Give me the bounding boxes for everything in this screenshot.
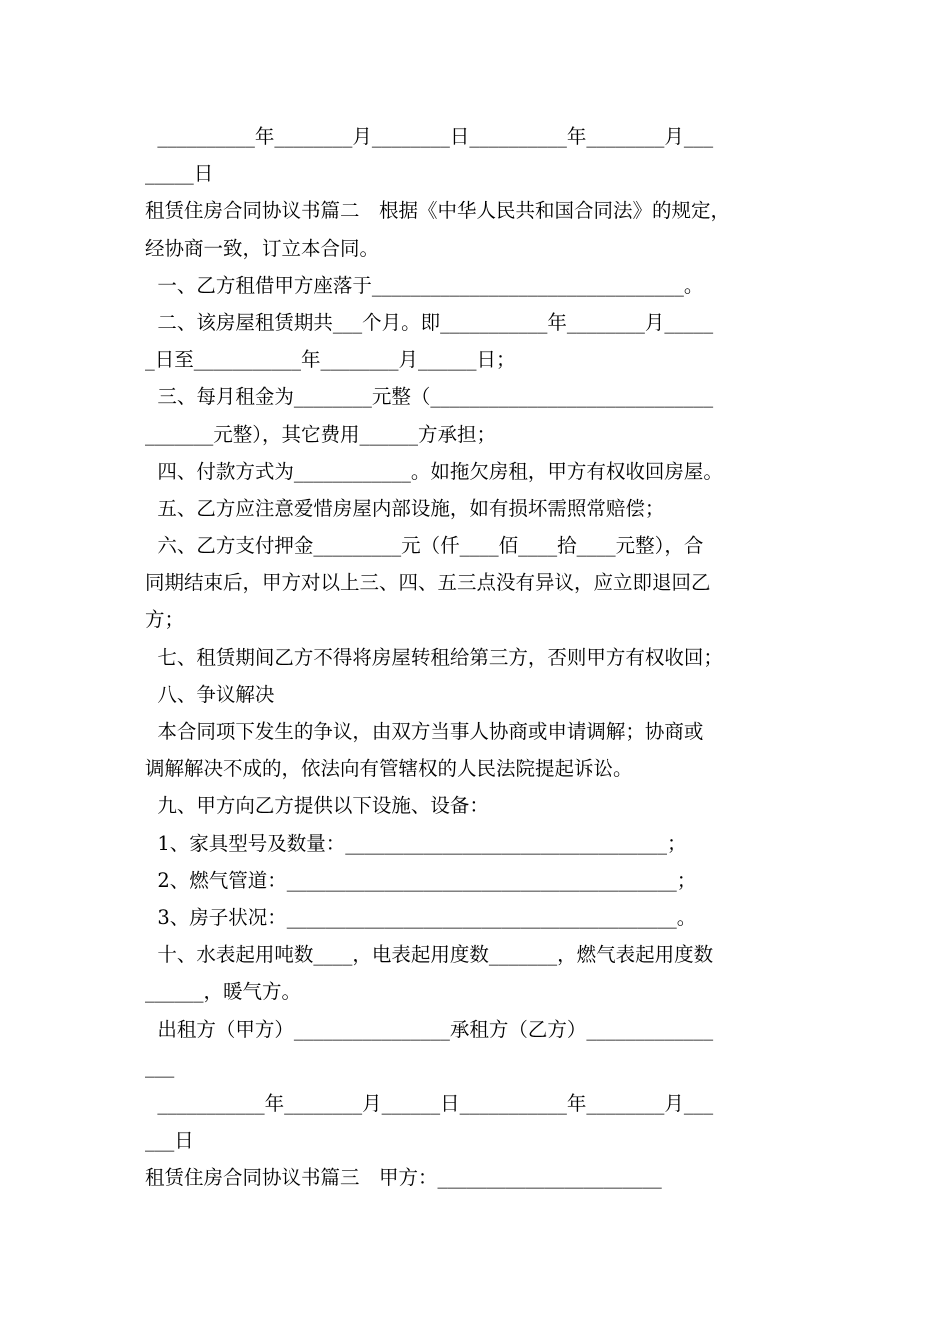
signing-date-line-cont: ___日 (145, 1129, 194, 1153)
clause-6-deposit-end: 方； (145, 608, 185, 632)
clause-3-rent: 三、每月租金为________元整（_____________________________ (145, 385, 714, 409)
facility-gas-pipe: 2、燃气管道：________________________________________； (145, 868, 697, 892)
clause-10-meters-cont: ______，暖气方。 (145, 980, 302, 1004)
clause-3-rent-cont: _______元整），其它费用______方承担； (145, 422, 497, 446)
clause-6-deposit: 六、乙方支付押金_________元（仟____佰____拾____元整），合 (145, 534, 704, 558)
signing-date-line: ___________年________月______日___________年________月___ (145, 1091, 714, 1115)
clause-2-term-cont: _日至___________年________月______日； (145, 348, 516, 372)
parties-signature-line-cont: ___ (145, 1054, 175, 1078)
clause-5-care: 五、乙方应注意爱惜房屋内部设施，如有损坏需照常赔偿； (145, 496, 665, 520)
clause-8-disputes-text: 本合同项下发生的争议，由双方当事人协商或申请调解；协商或 (145, 720, 704, 743)
clause-9-facilities: 九、甲方向乙方提供以下设施、设备： (145, 794, 489, 818)
clause-1-location: 一、乙方租借甲方座落于________________________________。 (145, 273, 704, 297)
contract-document (145, 118, 810, 1196)
facility-furniture: 1、家具型号及数量：_________________________________； (145, 831, 687, 855)
clause-2-term: 二、该房屋租赁期共___个月。即___________年________月_____ (145, 310, 714, 334)
signature-date-line: __________年________月________日__________年________月___ (145, 125, 714, 148)
section-heading-part-two: 租赁住房合同协议书篇二 根据《中华人民共和国合同法》的规定， (145, 199, 731, 223)
clause-6-deposit-cont: 同期结束后，甲方对以上三、四、五三点没有异议，应立即退回乙 (145, 571, 711, 595)
parties-signature-line: 出租方（甲方）________________承租方（乙方）_____________ (145, 1017, 714, 1041)
section-heading-part-three: 租赁住房合同协议书篇三 甲方：_______________________ (145, 1166, 662, 1190)
intro-text: 经协商一致，订立本合同。 (145, 236, 380, 260)
signature-date-line-cont: _____日 (145, 162, 214, 186)
facility-house-condition: 3、房子状况：________________________________________。 (145, 905, 697, 929)
clause-8-disputes: 八、争议解决 (145, 682, 275, 706)
clause-8-disputes-text-cont: 调解解决不成的，依法向有管辖权的人民法院提起诉讼。 (145, 757, 633, 781)
clause-10-meters: 十、水表起用吨数____，电表起用度数_______，燃气表起用度数 (145, 943, 714, 967)
clause-4-payment: 四、付款方式为____________。如拖欠房租，甲方有权收回房屋。 (145, 459, 723, 483)
clause-7-sublet: 七、租赁期间乙方不得将房屋转租给第三方，否则甲方有权收回； (145, 645, 723, 669)
